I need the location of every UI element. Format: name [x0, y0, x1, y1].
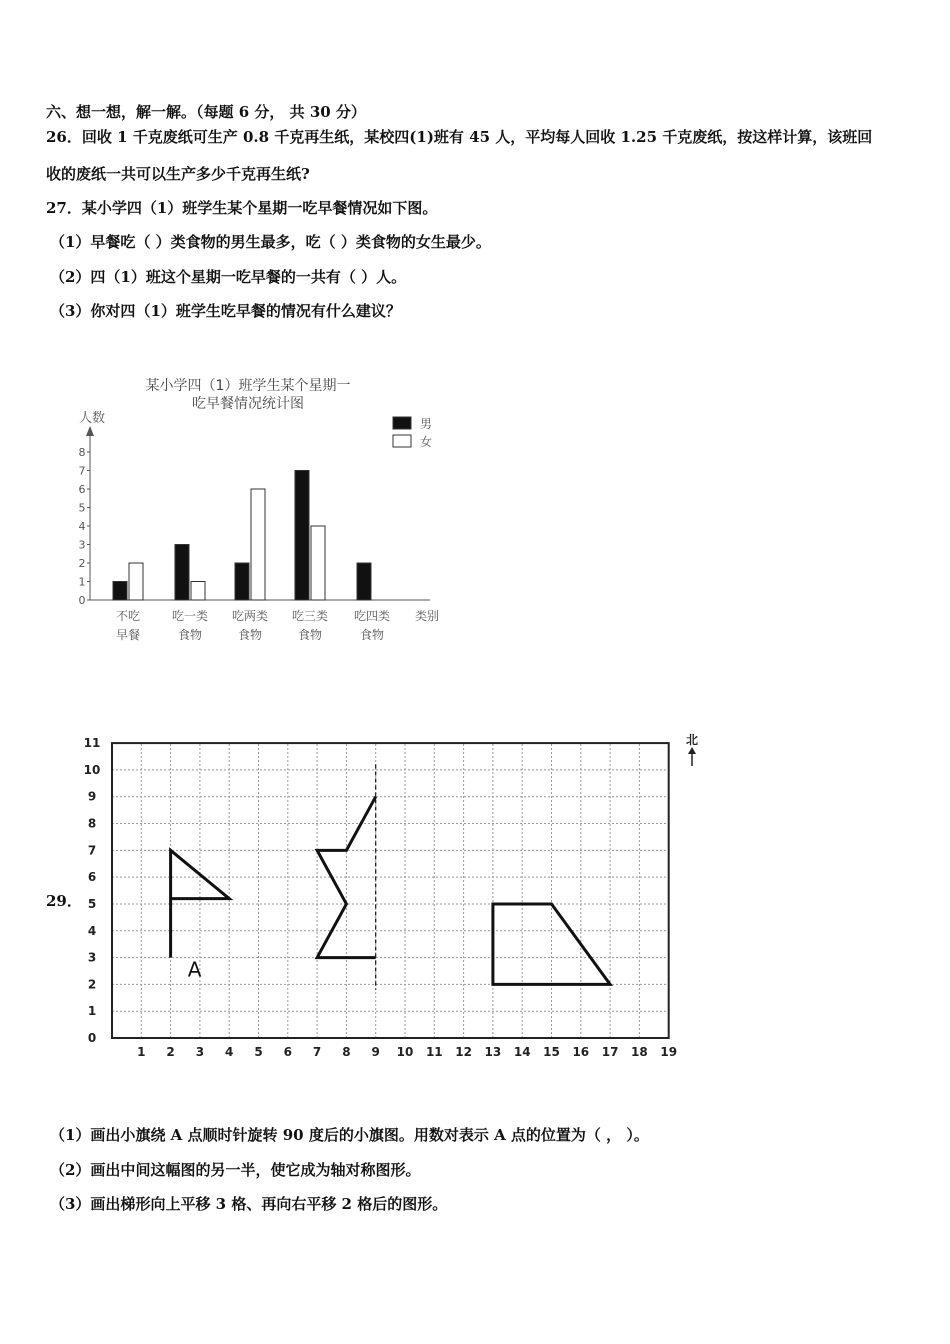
legend-label: 女: [420, 435, 433, 449]
q29-part2: （2）画出中间这幅图的另一半，使它成为轴对称图形。: [50, 1161, 421, 1179]
bar-boys: [175, 545, 189, 601]
x-category-label: 食物: [177, 628, 203, 642]
x-axis-label: 12: [455, 1045, 472, 1059]
q27-part1: （1）早餐吃（ ）类食物的男生最多，吃（ ）类食物的女生最少。: [50, 233, 491, 251]
x-axis-label: 15: [543, 1045, 560, 1059]
bar-girls: [251, 489, 265, 600]
bar-boys: [295, 471, 309, 601]
q26-line1: 26．回收 1 千克废纸可生产 0.8 千克再生纸，某校四(1)班有 45 人，平均每人回收 1.25 千克废纸，按这样计算，该班回: [46, 128, 873, 146]
y-axis-label: 6: [87, 870, 97, 885]
y-tick-label: 6: [78, 483, 86, 496]
y-axis-label: 11: [83, 736, 101, 751]
x-axis-label: 1: [137, 1045, 146, 1059]
q29-part3: （3）画出梯形向上平移 3 格、再向右平移 2 格后的图形。: [50, 1195, 448, 1213]
legend-swatch: [393, 435, 411, 447]
bar-boys: [357, 563, 371, 600]
x-axis-label: 9: [371, 1045, 380, 1059]
y-axis-label: 10: [83, 762, 101, 777]
x-category-label: 吃一类: [171, 609, 209, 623]
x-axis-label: 7: [312, 1045, 322, 1059]
x-category-label: 食物: [237, 628, 263, 642]
coordinate-grid-figure: [75, 728, 715, 1068]
y-tick-label: 5: [78, 501, 86, 515]
y-axis-label: 9: [87, 789, 97, 804]
chart-ylabel: 人数: [78, 411, 106, 426]
x-axis-label: 4: [225, 1045, 234, 1059]
x-axis-label: 16: [572, 1045, 590, 1059]
x-category-label: 食物: [297, 628, 323, 642]
legend-swatch: [393, 417, 411, 429]
x-category-label: 早餐: [115, 628, 141, 642]
x-category-label: 不吃: [115, 609, 141, 623]
y-axis-label: 7: [87, 843, 97, 858]
x-category-label: 吃三类: [291, 609, 329, 623]
x-category-label: 吃两类: [231, 609, 269, 623]
chart-title-line2: 吃早餐情况统计图: [192, 396, 304, 412]
x-axis-label: 14: [513, 1045, 531, 1059]
y-axis-label: 0: [87, 1031, 97, 1045]
chart-title-line1: 某小学四（1）班学生某个星期一: [145, 378, 351, 394]
q27-part3: （3）你对四（1）班学生吃早餐的情况有什么建议？: [50, 302, 401, 320]
x-category-label: 吃四类: [353, 609, 391, 623]
q27-part2: （2）四（1）班这个星期一吃早餐的一共有（ ）人。: [50, 268, 407, 286]
y-tick-label: 3: [78, 538, 86, 552]
y-axis-label: 2: [87, 977, 97, 992]
y-tick-label: 1: [78, 575, 86, 589]
q26-line2: 收的废纸一共可以生产多少千克再生纸?: [46, 165, 310, 183]
x-axis-label: 5: [254, 1045, 263, 1059]
x-axis-label: 18: [631, 1045, 648, 1059]
x-axis-label: 11: [425, 1045, 443, 1059]
y-axis-arrow: [86, 426, 94, 436]
y-tick-label: 0: [78, 594, 86, 607]
x-axis-label: 6: [283, 1045, 292, 1059]
y-axis-label: 8: [87, 816, 97, 831]
y-tick-label: 7: [78, 464, 86, 478]
q29-number: 29．: [46, 892, 82, 910]
bar-girls: [311, 526, 325, 600]
y-axis-label: 5: [87, 896, 97, 911]
x-category-label: 食物: [359, 628, 385, 642]
x-axis-label: 2: [166, 1045, 175, 1059]
y-tick-label: 2: [78, 557, 86, 570]
y-axis-label: 4: [87, 923, 97, 938]
x-axis-label: 3: [195, 1045, 205, 1059]
y-tick-label: 8: [78, 446, 86, 459]
x-axis-label: 10: [396, 1045, 414, 1059]
x-axis-label: 8: [342, 1045, 351, 1059]
q29-part1: （1）画出小旗绕 A 点顺时针旋转 90 度后的小旗图。用数对表示 A 点的位置为（ ， ）。: [50, 1126, 649, 1144]
chart-xlabel: 类别: [414, 609, 440, 623]
north-arrow-head: [688, 747, 696, 754]
section-heading: 六、想一想，解一解。（每题 6 分， 共 30 分）: [46, 103, 366, 121]
legend-label: 男: [420, 417, 433, 431]
north-label: 北: [685, 733, 699, 747]
bar-girls: [191, 582, 205, 601]
y-axis-label: 3: [87, 950, 97, 965]
bar-boys: [113, 582, 127, 601]
breakfast-bar-chart: [60, 360, 460, 660]
y-tick-label: 4: [78, 520, 86, 533]
x-axis-label: 19: [660, 1045, 678, 1059]
x-axis-label: 17: [601, 1045, 619, 1059]
x-axis-label: 13: [484, 1045, 502, 1059]
y-axis-label: 1: [87, 1004, 97, 1019]
bar-girls: [129, 563, 143, 600]
grid-border: [112, 743, 669, 1038]
bar-boys: [235, 563, 249, 600]
point-a-label: A: [187, 957, 202, 982]
q27-stem: 27．某小学四（1）班学生某个星期一吃早餐情况如下图。: [46, 199, 438, 217]
